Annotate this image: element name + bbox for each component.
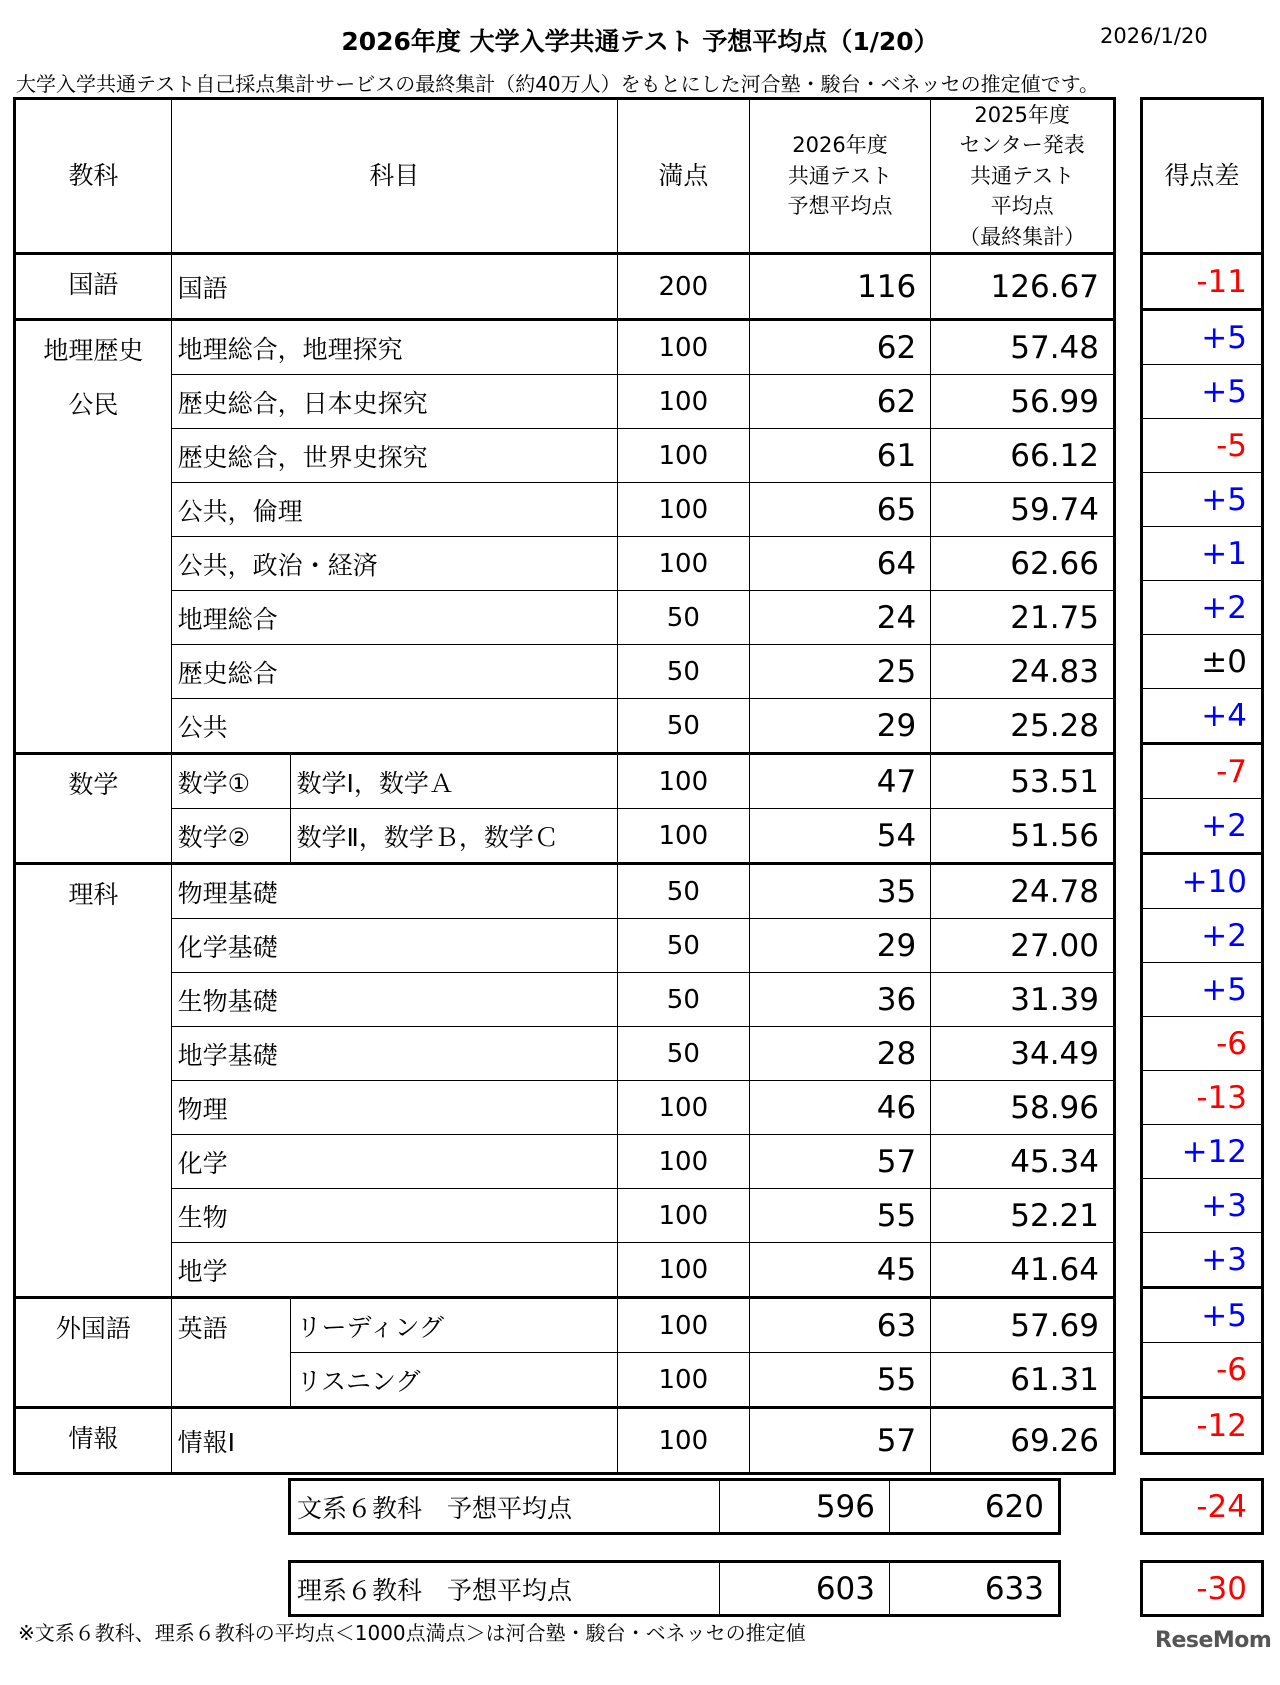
subject-cell: 歴史総合，日本史探究 (171, 375, 617, 429)
resemom-logo: ReseMom (1155, 1628, 1272, 1653)
header-avg-2026: 2026年度 共通テスト 予想平均点 (749, 99, 931, 254)
full-score-cell: 100 (617, 1408, 749, 1474)
subject-cell: 公共，政治・経済 (171, 537, 617, 591)
avg-2026-cell: 57 (749, 1408, 931, 1474)
avg-2026-cell: 64 (749, 537, 931, 591)
avg-2025-cell: 31.39 (931, 973, 1115, 1027)
avg-2026-cell: 35 (749, 864, 931, 919)
group-chireki: 地理歴史 公民 (15, 320, 172, 754)
table-row (1142, 254, 1263, 310)
diff-cell: ±0 (1142, 635, 1263, 689)
avg-2026-cell: 24 (749, 591, 931, 645)
table-row (15, 254, 1115, 320)
diff-cell: +2 (1142, 799, 1263, 854)
diff-cell: +5 (1142, 1288, 1263, 1343)
avg-2026-cell: 29 (749, 919, 931, 973)
header-diff: 得点差 (1142, 99, 1263, 254)
subtitle: 大学入学共通テスト自己採点集計サービスの最終集計（約40万人）をもとにした河合塾・駿台・ベネッセの推定値です。 (16, 72, 1100, 96)
table-row (1142, 799, 1263, 854)
full-score-cell: 50 (617, 645, 749, 699)
table-row (15, 1081, 1115, 1135)
subject-cell: 国語 (171, 254, 617, 320)
diff-cell: +2 (1142, 581, 1263, 635)
total-humanities-diff (1140, 1478, 1264, 1535)
table-row (15, 1027, 1115, 1081)
avg-2026-cell: 55 (749, 1353, 931, 1408)
full-score-cell: 50 (617, 591, 749, 645)
table-row (1142, 365, 1263, 419)
avg-2026-cell: 46 (749, 1081, 931, 1135)
subject-cell: 生物基礎 (171, 973, 617, 1027)
table-row (1142, 1125, 1263, 1179)
avg-2026-cell: 116 (749, 254, 931, 320)
diff-cell: -5 (1142, 419, 1263, 473)
group-info: 情報 (15, 1408, 172, 1474)
avg-2026-cell: 54 (749, 809, 931, 864)
publish-date: 2026/1/20 (1100, 24, 1208, 48)
avg-2025-cell: 57.69 (931, 1298, 1115, 1353)
avg-2025-cell: 52.21 (931, 1189, 1115, 1243)
diff-cell: -12 (1142, 1398, 1263, 1454)
table-row (15, 1189, 1115, 1243)
avg-2025-cell: 27.00 (931, 919, 1115, 973)
diff-cell: +2 (1142, 909, 1263, 963)
table-row (1142, 909, 1263, 963)
table-row (15, 1243, 1115, 1298)
subject-cell: 公共 (171, 699, 617, 754)
avg-2026-cell: 65 (749, 483, 931, 537)
total-label: 文系６教科 予想平均点 (290, 1480, 720, 1534)
table-row (1142, 419, 1263, 473)
full-score-cell: 200 (617, 254, 749, 320)
table-row (15, 1408, 1115, 1474)
table-row (1142, 744, 1263, 799)
table-row (290, 1562, 1060, 1616)
avg-2025-cell: 69.26 (931, 1408, 1115, 1474)
avg-2025-cell: 57.48 (931, 320, 1115, 375)
diff-cell: -13 (1142, 1071, 1263, 1125)
table-row (1142, 963, 1263, 1017)
total-diff-cell: -24 (1142, 1480, 1263, 1534)
table-row (1142, 473, 1263, 527)
table-row (15, 320, 1115, 375)
diff-cell: -6 (1142, 1017, 1263, 1071)
avg-2026-cell: 61 (749, 429, 931, 483)
full-score-cell: 100 (617, 1135, 749, 1189)
avg-2025-cell: 59.74 (931, 483, 1115, 537)
diff-cell: +5 (1142, 310, 1263, 365)
avg-2025-cell: 45.34 (931, 1135, 1115, 1189)
avg-2025-cell: 56.99 (931, 375, 1115, 429)
diff-cell: +4 (1142, 689, 1263, 744)
subject-cell: 公共，倫理 (171, 483, 617, 537)
table-row (1142, 581, 1263, 635)
table-row (1142, 1233, 1263, 1288)
avg-2025-cell: 126.67 (931, 254, 1115, 320)
header-avg-2025: 2025年度 センター発表 共通テスト 平均点 （最終集計） (931, 99, 1115, 254)
full-score-cell: 100 (617, 1189, 749, 1243)
group-kokugo: 国語 (15, 254, 172, 320)
table-row (1142, 1017, 1263, 1071)
table-row (15, 537, 1115, 591)
diff-cell: +5 (1142, 963, 1263, 1017)
group-foreign: 外国語 (15, 1298, 172, 1408)
table-row (15, 973, 1115, 1027)
full-score-cell: 50 (617, 699, 749, 754)
full-score-cell: 100 (617, 1353, 749, 1408)
avg-2026-cell: 28 (749, 1027, 931, 1081)
avg-2026-cell: 47 (749, 754, 931, 809)
table-row (1142, 854, 1263, 909)
table-row (1142, 1179, 1263, 1233)
avg-2026-cell: 29 (749, 699, 931, 754)
avg-2026-cell: 55 (749, 1189, 931, 1243)
subject-cell: 化学 (171, 1135, 617, 1189)
subject-cell: 英語 (171, 1298, 290, 1408)
diff-cell: +3 (1142, 1233, 1263, 1288)
full-score-cell: 100 (617, 537, 749, 591)
subject-detail-cell: リスニング (290, 1353, 617, 1408)
full-score-cell: 100 (617, 1243, 749, 1298)
subject-detail-cell: 数学Ⅱ，数学Ｂ，数学Ｃ (290, 809, 617, 864)
diff-cell: +3 (1142, 1179, 1263, 1233)
total-avg-2026: 603 (720, 1562, 890, 1616)
total-science-diff (1140, 1560, 1264, 1617)
table-row (15, 919, 1115, 973)
table-row (1142, 1398, 1263, 1454)
table-row (15, 483, 1115, 537)
table-row (15, 1298, 1115, 1353)
subject-cell: 物理 (171, 1081, 617, 1135)
full-score-cell: 100 (617, 809, 749, 864)
avg-2025-cell: 62.66 (931, 537, 1115, 591)
subject-cell: 歴史総合 (171, 645, 617, 699)
subject-cell: 地理総合 (171, 591, 617, 645)
table-row (1142, 527, 1263, 581)
score-table (13, 97, 1116, 1475)
avg-2025-cell: 34.49 (931, 1027, 1115, 1081)
total-science-table (288, 1560, 1061, 1617)
avg-2026-cell: 25 (749, 645, 931, 699)
subject-cell: 歴史総合，世界史探究 (171, 429, 617, 483)
table-row (15, 645, 1115, 699)
table-row (1142, 689, 1263, 744)
avg-2026-cell: 57 (749, 1135, 931, 1189)
full-score-cell: 50 (617, 919, 749, 973)
header-full-score: 満点 (617, 99, 749, 254)
table-row (1142, 635, 1263, 689)
avg-2025-cell: 51.56 (931, 809, 1115, 864)
full-score-cell: 50 (617, 1027, 749, 1081)
avg-2025-cell: 21.75 (931, 591, 1115, 645)
subject-cell: 数学① (171, 754, 290, 809)
table-row (15, 429, 1115, 483)
avg-2025-cell: 58.96 (931, 1081, 1115, 1135)
avg-2025-cell: 41.64 (931, 1243, 1115, 1298)
table-row (1142, 1288, 1263, 1343)
subject-detail-cell: 数学Ⅰ，数学Ａ (290, 754, 617, 809)
table-row (15, 864, 1115, 919)
diff-cell: -6 (1142, 1343, 1263, 1398)
avg-2025-cell: 24.83 (931, 645, 1115, 699)
avg-2026-cell: 45 (749, 1243, 931, 1298)
table-row (15, 375, 1115, 429)
full-score-cell: 100 (617, 375, 749, 429)
header-subject-group: 教科 (15, 99, 172, 254)
table-row (1142, 1071, 1263, 1125)
diff-cell: +12 (1142, 1125, 1263, 1179)
table-row (15, 754, 1115, 809)
avg-2025-cell: 24.78 (931, 864, 1115, 919)
group-math: 数学 (15, 754, 172, 864)
full-score-cell: 50 (617, 973, 749, 1027)
full-score-cell: 100 (617, 1298, 749, 1353)
avg-2026-cell: 62 (749, 375, 931, 429)
full-score-cell: 100 (617, 483, 749, 537)
total-avg-2025: 620 (890, 1480, 1060, 1534)
full-score-cell: 100 (617, 429, 749, 483)
total-label: 理系６教科 予想平均点 (290, 1562, 720, 1616)
subject-cell: 生物 (171, 1189, 617, 1243)
table-row (15, 1135, 1115, 1189)
table-row (15, 809, 1115, 864)
footnote: ※文系６教科、理系６教科の平均点＜1000点満点＞は河合塾・駿台・ベネッセの推定値 (18, 1621, 806, 1645)
avg-2025-cell: 61.31 (931, 1353, 1115, 1408)
diff-cell: -11 (1142, 254, 1263, 310)
table-row (1142, 310, 1263, 365)
total-diff-cell: -30 (1142, 1562, 1263, 1616)
table-row (290, 1480, 1060, 1534)
total-avg-2025: 633 (890, 1562, 1060, 1616)
avg-2026-cell: 62 (749, 320, 931, 375)
avg-2026-cell: 36 (749, 973, 931, 1027)
total-avg-2026: 596 (720, 1480, 890, 1534)
diff-cell: +10 (1142, 854, 1263, 909)
diff-cell: +1 (1142, 527, 1263, 581)
avg-2026-cell: 63 (749, 1298, 931, 1353)
diff-cell: +5 (1142, 473, 1263, 527)
avg-2025-cell: 25.28 (931, 699, 1115, 754)
table-row (15, 699, 1115, 754)
subject-cell: 数学② (171, 809, 290, 864)
subject-detail-cell: リーディング (290, 1298, 617, 1353)
subject-cell: 地学基礎 (171, 1027, 617, 1081)
subject-cell: 情報Ⅰ (171, 1408, 617, 1474)
total-humanities-table (288, 1478, 1061, 1535)
subject-cell: 化学基礎 (171, 919, 617, 973)
full-score-cell: 50 (617, 864, 749, 919)
subject-cell: 物理基礎 (171, 864, 617, 919)
header-subject: 科目 (171, 99, 617, 254)
subject-cell: 地理総合，地理探究 (171, 320, 617, 375)
score-diff-table (1140, 97, 1264, 1455)
page-title: 2026年度 大学入学共通テスト 予想平均点（1/20） (341, 27, 939, 56)
avg-2025-cell: 53.51 (931, 754, 1115, 809)
full-score-cell: 100 (617, 320, 749, 375)
full-score-cell: 100 (617, 1081, 749, 1135)
diff-cell: +5 (1142, 365, 1263, 419)
group-science: 理科 (15, 864, 172, 1298)
table-row (15, 591, 1115, 645)
subject-cell: 地学 (171, 1243, 617, 1298)
avg-2025-cell: 66.12 (931, 429, 1115, 483)
full-score-cell: 100 (617, 754, 749, 809)
diff-cell: -7 (1142, 744, 1263, 799)
table-row (1142, 1343, 1263, 1398)
